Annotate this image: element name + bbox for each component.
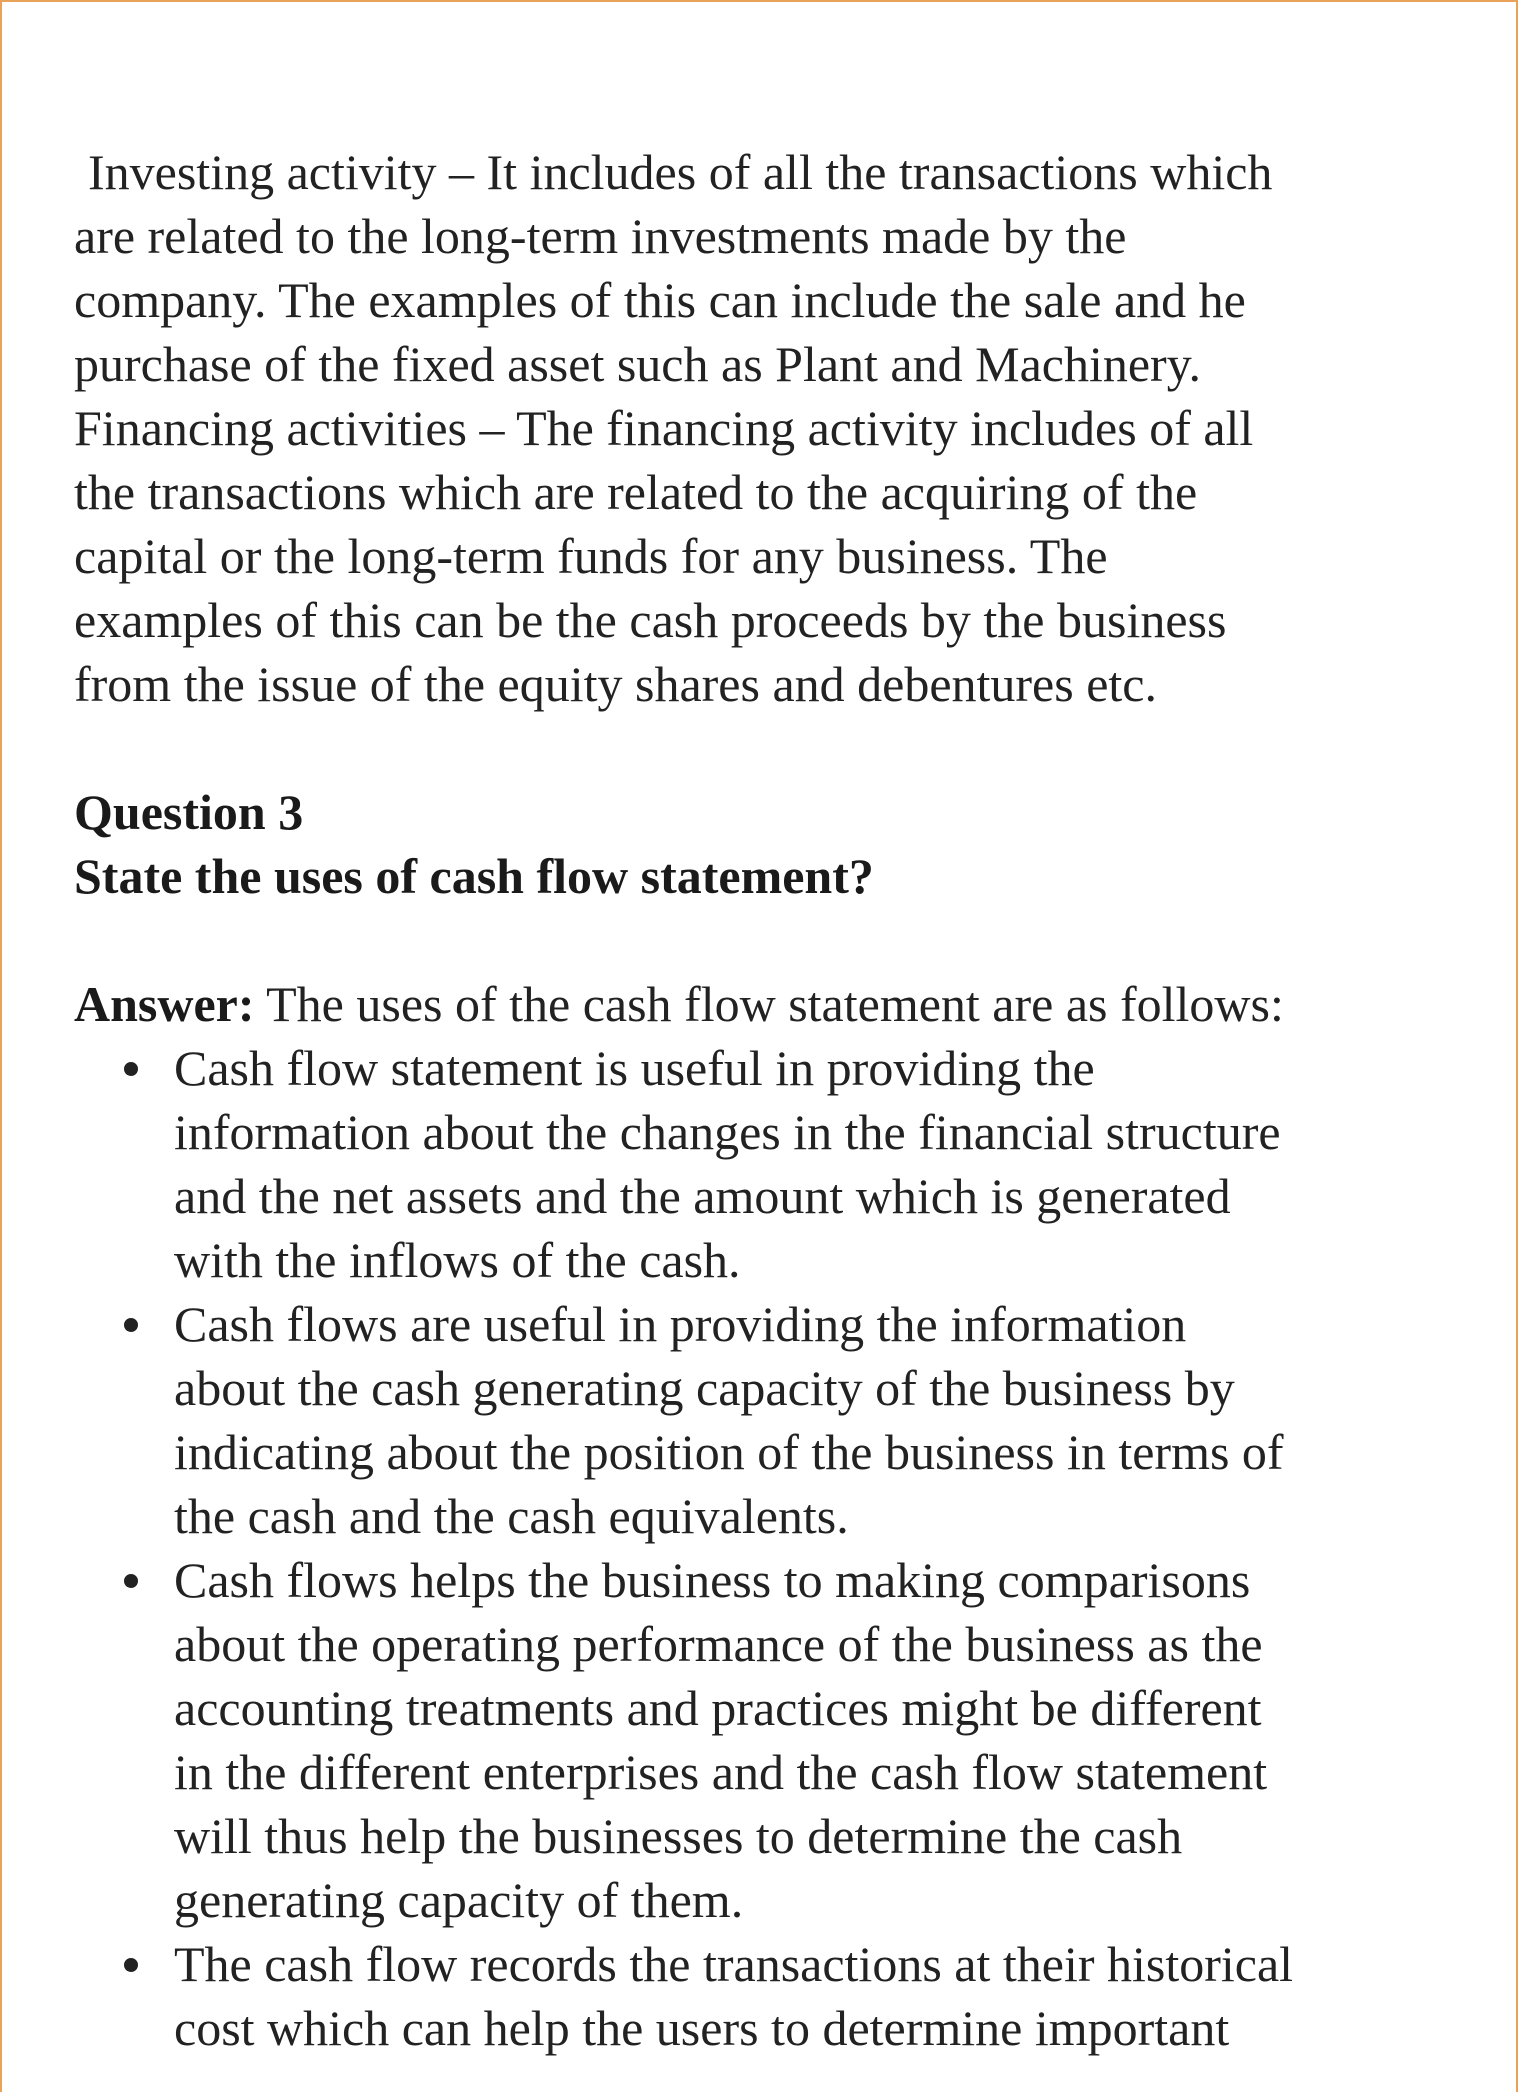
text-line: are related to the long-term investments made by the: [74, 208, 1127, 264]
answer-bullet-list: [74, 1036, 1454, 2060]
question-block: [74, 780, 1454, 908]
spacer: [74, 716, 1454, 780]
text-line: Financing activities – The financing activity includes of all: [74, 400, 1254, 456]
text-line: The cash flow records the transactions at their historical: [174, 1936, 1294, 1992]
bullet-icon: [124, 1062, 138, 1076]
bullet-icon: [124, 1318, 138, 1332]
text-line: cost which can help the users to determine important: [174, 2000, 1230, 2056]
text-line: in the different enterprises and the cash flow statement: [174, 1744, 1268, 1800]
answer-lead: The uses of the cash flow statement are as follows:: [254, 976, 1284, 1032]
text-line: company. The examples of this can include the sale and he: [74, 272, 1246, 328]
bullet-icon: [124, 1958, 138, 1972]
list-item: [74, 1932, 1454, 2060]
intro-paragraph: [74, 140, 1454, 716]
text-line: from the issue of the equity shares and debentures etc.: [74, 656, 1157, 712]
text-line: about the cash generating capacity of the business by: [174, 1360, 1235, 1416]
text-line: Cash flow statement is useful in providing the: [174, 1040, 1095, 1096]
list-item: [74, 1548, 1454, 1932]
text-line: purchase of the fixed asset such as Plant and Machinery.: [74, 336, 1201, 392]
text-line: about the operating performance of the business as the: [174, 1616, 1263, 1672]
text-line: information about the changes in the financial structure: [174, 1104, 1281, 1160]
text-line: Investing activity – It includes of all the transactions which: [88, 144, 1273, 200]
text-line: the transactions which are related to the acquiring of the: [74, 464, 1198, 520]
text-line: and the net assets and the amount which is generated: [174, 1168, 1231, 1224]
spacer: [74, 908, 1454, 972]
question-text: State the uses of cash flow statement?: [74, 848, 874, 904]
text-line: indicating about the position of the business in terms of: [174, 1424, 1284, 1480]
list-item: [74, 1036, 1454, 1292]
text-line: generating capacity of them.: [174, 1872, 744, 1928]
answer-label: Answer:: [74, 976, 255, 1032]
text-line: Cash flows are useful in providing the information: [174, 1296, 1187, 1352]
bullet-icon: [124, 1574, 138, 1588]
text-line: examples of this can be the cash proceeds by the business: [74, 592, 1227, 648]
text-line: capital or the long-term funds for any business. The: [74, 528, 1108, 584]
text-line: Cash flows helps the business to making comparisons: [174, 1552, 1251, 1608]
text-line: with the inflows of the cash.: [174, 1232, 741, 1288]
question-number: Question 3: [74, 784, 304, 840]
answer-intro: [74, 972, 1454, 1036]
list-item: [74, 1292, 1454, 1548]
text-line: will thus help the businesses to determine the cash: [174, 1808, 1183, 1864]
answer-block: [74, 972, 1454, 2060]
text-line: the cash and the cash equivalents.: [174, 1488, 849, 1544]
document-body: [74, 140, 1454, 2060]
text-line: accounting treatments and practices might be different: [174, 1680, 1262, 1736]
